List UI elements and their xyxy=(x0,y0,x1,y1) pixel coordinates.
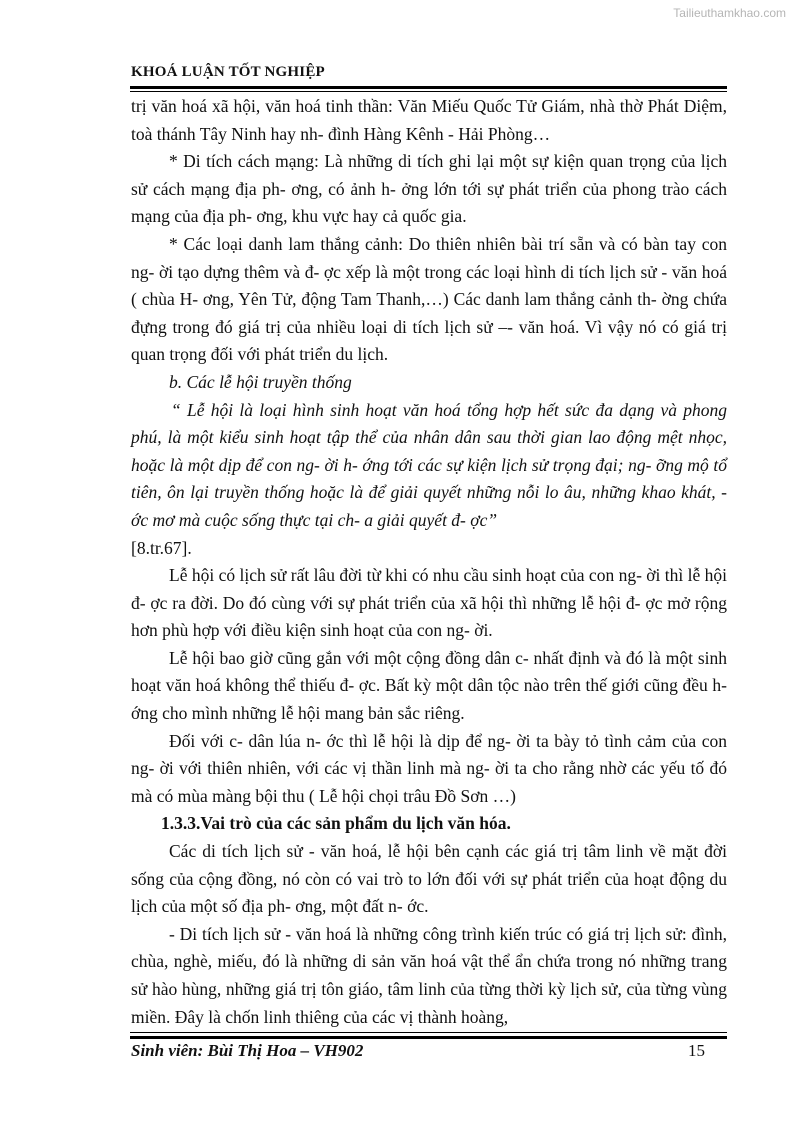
page-number: 15 xyxy=(688,1041,705,1060)
paragraph-rice-culture: Đối với c- dân lúa n- ớc thì lễ hội là dịp để ng- ời ta bày tỏ tình cảm của con ng- ời với thiên nhiên, với các vị thần linh mà ng- ời ta cho rằng nhờ các yếu tố đó mà có mùa màng bội thu ( Lễ hội chọi trâu Đồ Sơn …) xyxy=(131,730,727,806)
quote-citation: [8.tr.67]. xyxy=(131,537,192,558)
document-header-title: KHOÁ LUẬN TỐT NGHIỆP xyxy=(131,64,325,80)
page-body xyxy=(131,93,727,1031)
paragraph-relics-role: - Di tích lịch sử - văn hoá là những công trình kiến trúc có giá trị lịch sử: đình, chùa, nghè, miếu, đó là những di sản văn hoá vật thể ẩn chứa trong nó những trang sử hào hùng, những giá trị tôn giáo, tâm linh của từng thời kỳ lịch sử, của từng vùng miền. Đây là chốn linh thiêng của các vị thành hoàng, xyxy=(131,923,727,1027)
footer-student-name: Sinh viên: Bùi Thị Hoa – VH902 xyxy=(131,1041,364,1060)
paragraph-festival-history: Lễ hội có lịch sử rất lâu đời từ khi có nhu cầu sinh hoạt của con ng- ời thì lễ hội đ- ợc ra đời. Do đó cùng với sự phát triển của xã hội thì những lễ hội đ- ợc mở rộng hơn phù hợp với điều kiện sinh hoạt của con ng- ời. xyxy=(131,565,727,641)
header-rule-thick xyxy=(130,86,727,89)
footer-rule-thick xyxy=(130,1036,727,1039)
footer-rule-thin xyxy=(130,1032,727,1033)
subheading-festivals: b. Các lễ hội truyền thống xyxy=(169,371,352,392)
festival-quote: “ Lễ hội là loại hình sinh hoạt văn hoá tổng hợp hết sức đa dạng và phong phú, là một kiểu sinh hoạt tập thể của nhân dân sau thời gian lao động mệt nhọc, hoặc là một dịp để con ng- ời h- ớng tới các sự kiện lịch sử trọng đại; ng- ỡng mộ tổ tiên, ôn lại truyền thống hoặc là để giải quyết những nỗi lo âu, những khao khát, - ớc mơ mà cuộc sống thực tại ch- a giải quyết đ- ợc” xyxy=(131,399,727,530)
paragraph-festival-community: Lễ hội bao giờ cũng gắn với một cộng đồng dân c- nhất định và đó là một sinh hoạt văn hoá không thể thiếu đ- ợc. Bất kỳ một dân tộc nào trên thế giới cũng đều h- ớng cho mình những lễ hội mang bản sắc riêng. xyxy=(131,647,727,724)
section-heading-1-3-3: 1.3.3.Vai trò của các sản phẩm du lịch văn hóa. xyxy=(161,813,511,834)
paragraph-continued: trị văn hoá xã hội, văn hoá tinh thần: Văn Miếu Quốc Tử Giám, nhà thờ Phát Diệm, toà thánh Tây Ninh hay nh- đình Hàng Kênh - Hải Phòng… xyxy=(131,96,727,144)
paragraph-scenic-spots: * Các loại danh lam thắng cảnh: Do thiên nhiên bài trí sẵn và có bàn tay con ng- ời tạo dựng thêm và đ- ợc xếp là một trong các loại hình di tích lịch sử - văn hoá ( chùa H- ơng, Yên Tử, động Tam Thanh,…) Các danh lam thắng cảnh th- ờng chứa đựng trong đó giá trị của nhiều loại di tích lịch sử –- văn hoá. Vì vậy nó có giá trị quan trọng đối với phát triển du lịch. xyxy=(131,233,727,365)
paragraph-revolutionary-relics: * Di tích cách mạng: Là những di tích ghi lại một sự kiện quan trọng của lịch sử cách mạng địa ph- ơng, có ảnh h- ởng lớn tới sự phát triển của phong trào cách mạng của địa ph- ơng, khu vực hay cả quốc gia. xyxy=(131,151,727,227)
header-rule-thin xyxy=(130,91,727,92)
paragraph-role-intro: Các di tích lịch sử - văn hoá, lễ hội bên cạnh các giá trị tâm linh về mặt đời sống của cộng đồng, nó còn có vai trò to lớn đối với sự phát triển của hoạt động du lịch của một số địa ph- ơng, một đất n- ớc. xyxy=(131,841,727,917)
watermark: Tailieuthamkhao.com xyxy=(673,6,786,20)
